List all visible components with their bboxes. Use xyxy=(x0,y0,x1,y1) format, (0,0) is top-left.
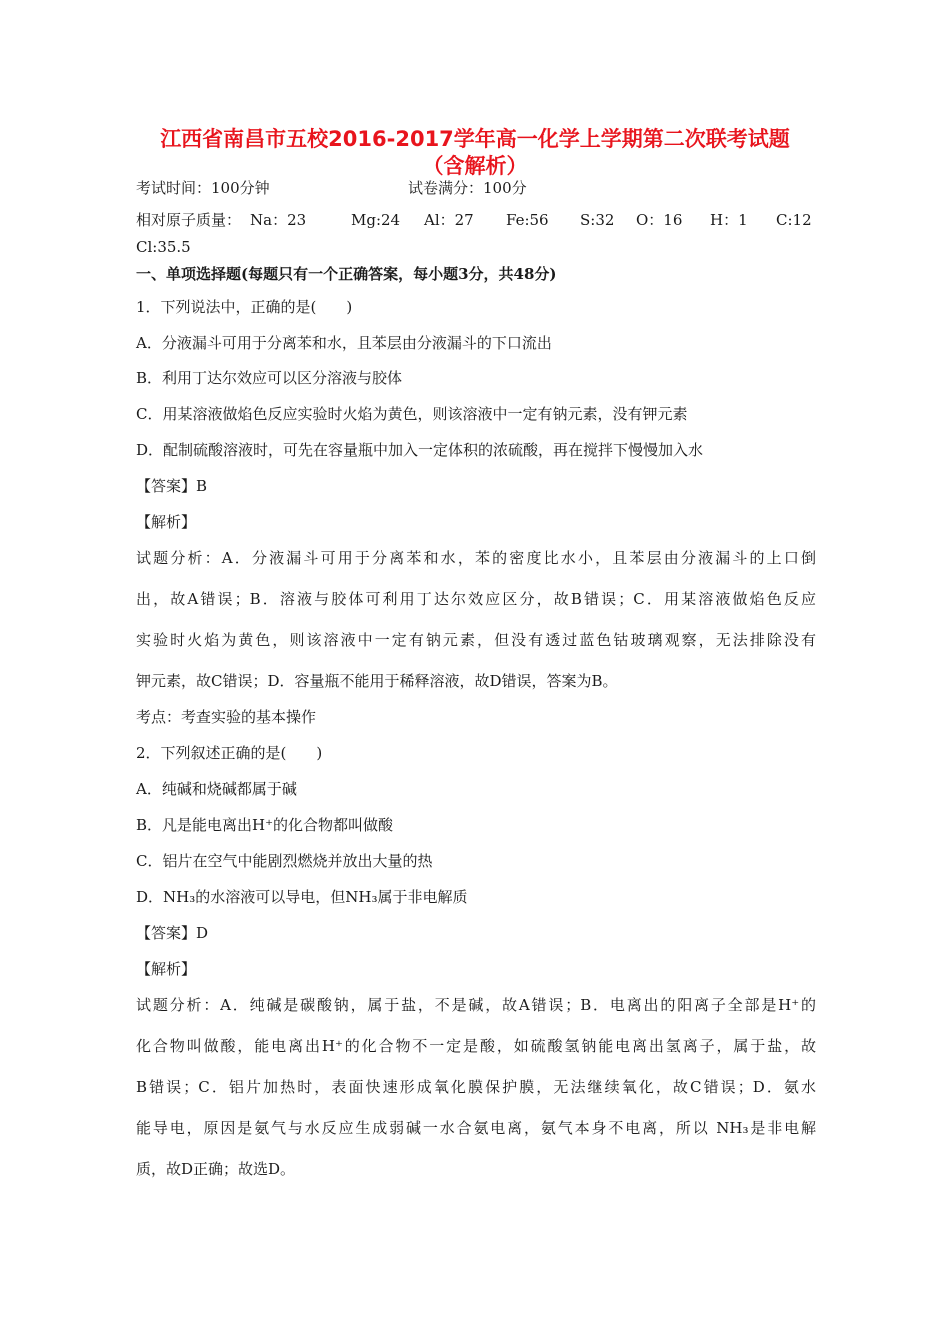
q2-analysis-line-1: 试题分析：A．纯碱是碳酸钠，属于盐，不是碱，故A错误；B．电离出的阳离子全部是H⁺的 xyxy=(136,996,816,1014)
atomic-mass-mg: Mg:24 xyxy=(351,211,401,229)
section-heading: 一、单项选择题(每题只有一个正确答案，每小题3分，共48分) xyxy=(136,265,557,283)
q2-option-b: B．凡是能电离出H⁺的化合物都叫做酸 xyxy=(136,816,394,834)
q1-analysis-line-1: 试题分析：A．分液漏斗可用于分离苯和水，苯的密度比水小，且苯层由分液漏斗的上口倒 xyxy=(136,549,816,567)
q2-option-d: D．NH₃的水溶液可以导电，但NH₃属于非电解质 xyxy=(136,888,468,906)
q1-option-c: C．用某溶液做焰色反应实验时火焰为黄色，则该溶液中一定有钠元素，没有钾元素 xyxy=(136,405,688,423)
q1-option-a: A．分液漏斗可用于分离苯和水，且苯层由分液漏斗的下口流出 xyxy=(136,334,552,352)
q2-analysis-line-3: B错误；C．铝片加热时，表面快速形成氧化膜保护膜，无法继续氧化，故C错误；D．氨水 xyxy=(136,1078,816,1096)
q1-stem: 1．下列说法中，正确的是( ) xyxy=(136,298,353,316)
q2-analysis-line-4: 能导电，原因是氨气与水反应生成弱碱一水合氨电离，氨气本身不电离，所以 NH₃是非电解 xyxy=(136,1119,816,1137)
q1-analysis-line-2: 出，故A错误；B．溶液与胶体可利用丁达尔效应区分，故B错误；C．用某溶液做焰色反应 xyxy=(136,590,816,608)
q1-analysis-line-3: 实验时火焰为黄色，则该溶液中一定有钠元素，但没有透过蓝色钴玻璃观察，无法排除没有 xyxy=(136,631,816,649)
q1-option-d: D．配制硫酸溶液时，可先在容量瓶中加入一定体积的浓硫酸，再在搅拌下慢慢加入水 xyxy=(136,441,704,459)
document-title-line-1: 江西省南昌市五校2016-2017学年高一化学上学期第二次联考试题 xyxy=(160,127,790,151)
q1-analysis-label: 【解析】 xyxy=(136,513,197,531)
atomic-mass-s: S:32 xyxy=(580,211,615,229)
atomic-mass-al: Al：27 xyxy=(424,211,474,229)
q2-analysis-line-2: 化合物叫做酸，能电离出H⁺的化合物不一定是酸，如硫酸氢钠能电离出氢离子，属于盐，故 xyxy=(136,1037,816,1055)
q1-knowledge-point: 考点：考查实验的基本操作 xyxy=(136,708,317,726)
q2-answer: 【答案】D xyxy=(136,924,209,942)
q1-option-b: B．利用丁达尔效应可以区分溶液与胶体 xyxy=(136,369,403,387)
atomic-mass-na: Na：23 xyxy=(250,211,307,229)
atomic-mass-fe: Fe:56 xyxy=(506,211,549,229)
atomic-mass-o: O：16 xyxy=(636,211,683,229)
atomic-mass-cl: Cl:35.5 xyxy=(136,238,191,256)
q2-stem: 2．下列叙述正确的是( ) xyxy=(136,744,323,762)
atomic-mass-h: H：1 xyxy=(710,211,748,229)
exam-time: 考试时间：100分钟 xyxy=(136,179,270,197)
q2-analysis-label: 【解析】 xyxy=(136,960,197,978)
q1-analysis-line-4: 钾元素，故C错误；D．容量瓶不能用于稀释溶液，故D错误，答案为B。 xyxy=(136,672,618,690)
document-title-line-2: （含解析） xyxy=(422,154,528,178)
q1-answer: 【答案】B xyxy=(136,477,208,495)
atomic-mass-c: C:12 xyxy=(776,211,812,229)
atomic-mass-label: 相对原子质量： xyxy=(136,211,242,229)
q2-option-c: C．铝片在空气中能剧烈燃烧并放出大量的热 xyxy=(136,852,433,870)
q2-analysis-line-5: 质，故D正确；故选D。 xyxy=(136,1160,296,1178)
q2-option-a: A．纯碱和烧碱都属于碱 xyxy=(136,780,297,798)
full-score: 试卷满分：100分 xyxy=(408,179,527,197)
